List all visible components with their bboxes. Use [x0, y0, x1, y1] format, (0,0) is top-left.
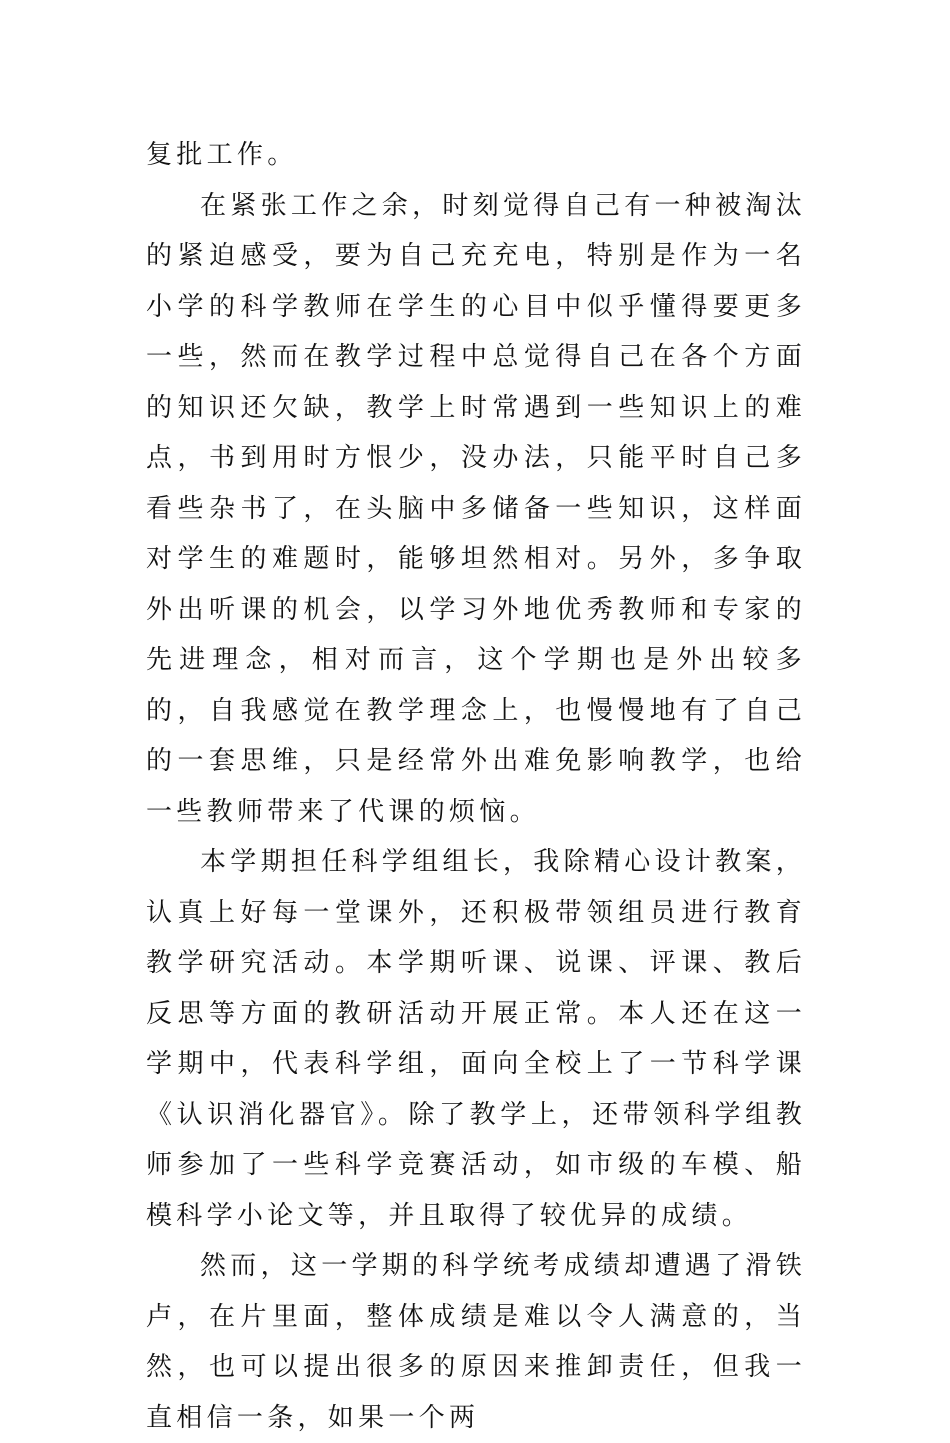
document-body — [146, 130, 806, 1443]
paragraph-group-leader: 本学期担任科学组组长，我除精心设计教案，认真上好每一堂课外，还积极带领组员进行教育教学研究活动。本学期听课、说课、评课、教后反思等方面的教研活动开展正常。本人还在这一学期中，代表科学组，面向全校上了一节科学课《认识消化器官》。除了教学上，还带领科学组教师参加了一些科学竞赛活动，如市级的车模、船模科学小论文等，并且取得了较优异的成绩。 — [146, 847, 807, 1231]
paragraph-exam-results: 然而，这一学期的科学统考成绩却遭遇了滑铁卢，在片里面，整体成绩是难以令人满意的，当然，也可以提出很多的原因来推卸责任，但我一直相信一条，如果一个两 — [146, 1251, 807, 1433]
paragraph-continuation: 复批工作。 — [146, 140, 298, 170]
paragraph-self-improvement: 在紧张工作之余，时刻觉得自己有一种被淘汰的紧迫感受，要为自己充充电，特别是作为一名小学的科学教师在学生的心目中似乎懂得要更多一些，然而在教学过程中总觉得自己在各个方面的知识还欠缺，教学上时常遇到一些知识上的难点，书到用时方恨少，没办法，只能平时自己多看些杂书了，在头脑中多储备一些知识，这样面对学生的难题时，能够坦然相对。另外，多争取外出听课的机会，以学习外地优秀教师和专家的先进理念，相对而言，这个学期也是外出较多的，自我感觉在教学理念上，也慢慢地有了自己的一套思维，只是经常外出难免影响教学，也给一些教师带来了代课的烦恼。 — [146, 190, 807, 827]
